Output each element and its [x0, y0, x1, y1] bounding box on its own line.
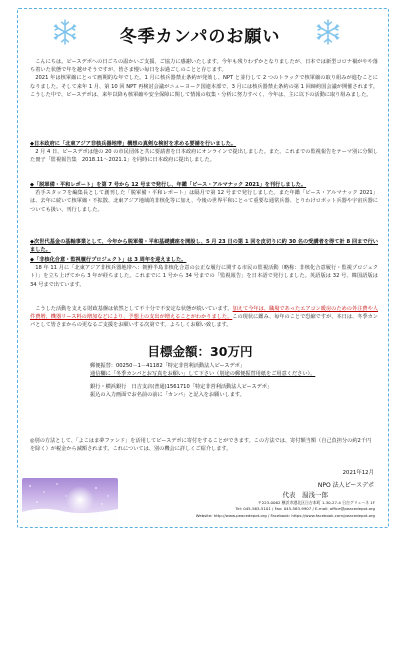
paragraph-intro: 2021 年は核軍縮にとって画期的な年でした。1 月に核兵器禁止条約が発効し、NPT と並行して 2 つのトラックで核軍縮の取り組みが進むことになりました。そして来年 1 月、第 10 回 NPT 再検討会議がニューヨーク国連本部で、3 月には核兵器禁止条約の第 1 回締約国会議が開催されます。こうした中で、ピースデポは、来年以降も核軍縮や安全保障に関して情報の収集・分析に努力すべく、今年は、主に以下の活動に取り組みました。 [30, 75, 378, 98]
appeal-text-c: この現状に鑑み、毎年のことで恐縮ですが、本日は、冬季カンパとして皆さまからの更なるご支援をお願いする次第です。よろしくお願い致します。 [30, 314, 378, 329]
appeal-text-a: こうした活動を支える財政基盤は依然として不十分で不安定な状態が続いています。 [35, 306, 233, 312]
winter-photo [22, 478, 118, 524]
paragraph-greeting: こんにちは。ピースデポへの日ごろの温かいご支援、ご協力に感謝いたします。今年も残りわずかとなりましたが、日本では新型コロナ禍がやや落ち着いた状態で年を越せそうですが、皆さま慢い毎日をお過ごしのことと存じます。 [30, 59, 378, 74]
bullet-2: 「脱軍備・平和レポート」を第 7 号から 12 号まで発行し、年鑑「ピース・アルマナック 2021」を刊行しました。 [34, 182, 307, 188]
address: 〒223-0062 横浜市港北区日吉本町 1-30-27-4 日吉グリューネ 1F [257, 500, 375, 505]
alternative-donation-note: ◎別の方法として、「よこはま夢ファンド」を活用してピースデポに寄付をすることができます。この方法では、寄付額当額（自己負担分の約2千円を除く）が税金から減額されます。これについては、別の機会に詳しくご紹介します。 [30, 438, 372, 453]
bank-transfer: 銀行・横浜銀行 日吉支店(普通)1561710「特定非営利活動法人ピースデポ」 [90, 384, 273, 390]
activity-section-4: ◆「非核化合意・監視履行プロジェクト」は 3 周年を迎えました。 18 年 11 月に「北東アジア非核兵器地帯へ：朝鮮半島非核化合意の公正な履行に関する市民の監視活動（略称：非核化合意履行・監視プロジェクト）」を立ち上げてから 3 年が経ちました。これまでに 1 号から 34 号までの「監視報告」を日本語で発行しました。英語版は 32 号、韓国語版は 34 号まで出ています。 [30, 257, 378, 288]
web-links[interactable]: Website: http://www.peacedepot.org / Facebook: https://www.facebook.com/peacedepot.org [195, 512, 375, 518]
organization-name: NPO 法人ピースデポ [317, 482, 374, 489]
bullet-1: 日本政府に「北東アジア非核兵器地帯」構想の真剣な検討を求める要請を行いました。 [34, 141, 237, 147]
representative-name: 代表 湯浅一郎 [282, 491, 328, 499]
page-title: 冬季カンパのお願い [119, 27, 281, 47]
bullet-4: 「非核化合意・監視履行プロジェクト」は 3 周年を迎えました。 [34, 257, 187, 263]
paragraph-1: 2 月 4 日、ピースデポは他の 20 の市民団体と共に要請書を日本政府にオンラインで提出しました。また、これまでの監視報告をテーマ別に分類した冊子「監視報告集 2018.11～2021.1」を同時に日本政府に提出しました。 [30, 149, 378, 164]
activity-section-2: ◆「脱軍備・平和レポート」を第 7 号から 12 号まで発行し、年鑑「ピース・アルマナック 2021」を刊行しました。 若手スタッフを編集長として創刊した「脱軍備・平和レポート」は隔月で第 12 号まで発行しました。また年鑑「ピース・アルマナック 2021」は、去年に続いて核軍縮・不拡散、北東アジア地域的非核化等に加え、今後の世界平和にとって重要な通常兵器、とりわけロボット兵器や宇宙兵器についても扱い、刊行しました。 [30, 182, 378, 213]
activity-section-3: ◆次世代基金の基軸事業として、今年から脱軍備・平和基礎講座を開設し、5 月 23 日の第 1 回を皮切りに約 30 名の受講者を得て計 8 回まで行いました。 [30, 239, 378, 254]
paragraph-2: 若手スタッフを編集長として創刊した「脱軍備・平和レポート」は隔月で第 12 号まで発行しました。また年鑑「ピース・アルマナック 2021」は、去年に続いて核軍縮・不拡散、北東アジア地域的非核化等に加え、今後の世界平和にとって重要な通常兵器、とりわけロボット兵器や宇宙兵器についても扱い、刊行しました。 [30, 190, 378, 213]
phone-email: Tel: 045-563-5101 / Fax: 045-563-9907 / E-mail: office@peacedepot.org [235, 506, 375, 512]
bank-note: 振込の入力画面でお名前の前に「カンパ」と記入をお願いします。 [90, 392, 245, 398]
activity-section-1: ◆日本政府に「北東アジア非核兵器地帯」構想の真剣な検討を求める要請を行いました。 2 月 4 日、ピースデポは他の 20 の市民団体と共に要請書を日本政府にオンラインで提出しました。また、これまでの監視報告をテーマ別に分類した冊子「監視報告集 2018.11～2021.1」を同時に日本政府に提出しました。 [30, 141, 378, 164]
paragraph-4: 18 年 11 月に「北東アジア非核兵器地帯へ：朝鮮半島非核化合意の公正な履行に関する市民の監視活動（略称：非核化合意履行・監視プロジェクト）」を立ち上げてから 3 年が経ちました。これまでに 1 号から 34 号までの「監視報告」を日本語で発行しました。英語版は 32 号、韓国語版は 34 号まで出ています。 [30, 265, 378, 288]
bullet-3: 次世代基金の基軸事業として、今年から脱軍備・平和基礎講座を開設し、5 月 23 日の第 1 回を皮切りに約 30 名の受講者を得て計 8 回まで行いました。 [30, 239, 378, 254]
body-section [30, 58, 378, 99]
contact-info [120, 500, 375, 519]
postal-transfer: 郵便振替：00250－1－41182「特定非営利活動法人ピースデポ」 [90, 363, 246, 369]
appeal-text-highlight: 加えて今年は、職場であったエアコン暖房のための外注費や人件費増、機器リース料の増加などにより、予想上の支出が増えることがわかりました。 [30, 306, 378, 321]
letter-date: 2021年12月 [342, 470, 374, 476]
goal-amount: 目標金額：30万円 [147, 344, 253, 359]
postal-note: 通信欄に「冬季カンパとお写真をお願い」して下さい（別途の郵便振替用紙をご用意ください）。 [90, 371, 316, 377]
appeal-section [30, 305, 378, 330]
